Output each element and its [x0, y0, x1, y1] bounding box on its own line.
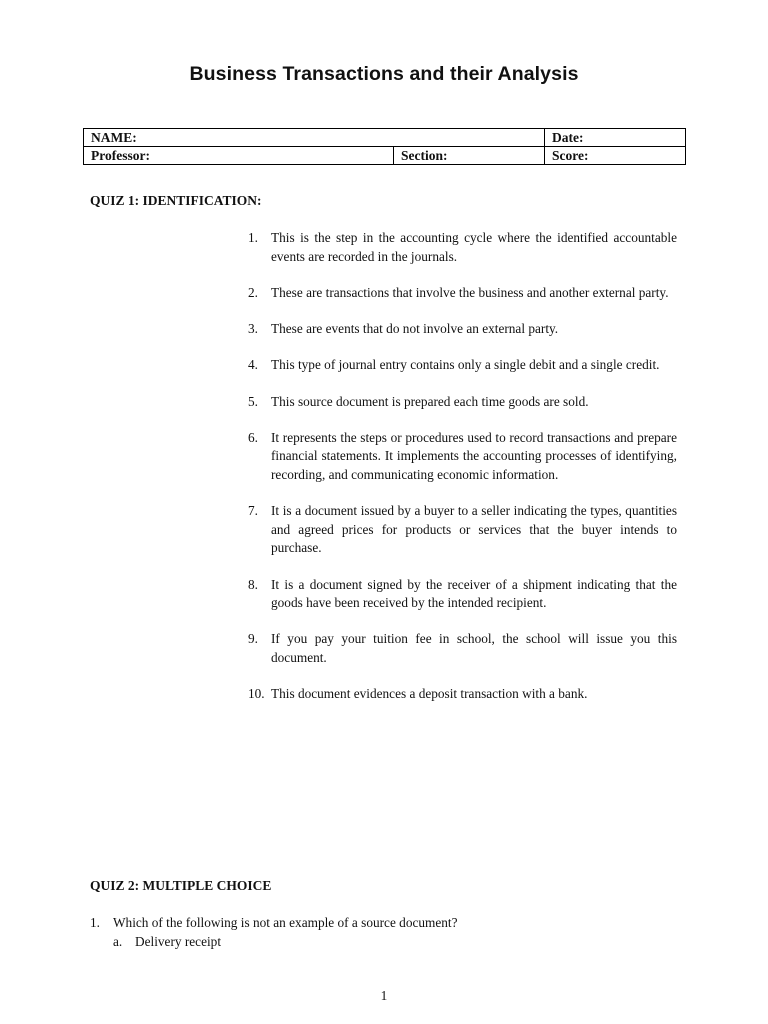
quiz1-heading: QUIZ 1: IDENTIFICATION:: [90, 193, 262, 208]
question-number: 1.: [90, 915, 100, 930]
student-info-table: [83, 128, 686, 165]
list-item: [244, 429, 677, 485]
professor-field[interactable]: [84, 147, 394, 165]
item-number: 4.: [248, 357, 258, 373]
professor-label: Professor:: [91, 148, 150, 163]
name-label: NAME:: [91, 130, 137, 145]
item-text: This source document is prepared each time goods are sold.: [271, 393, 589, 409]
item-text: It is a document signed by the receiver of a shipment indicating that the goods have been received by the intended recipient.: [271, 576, 677, 611]
item-text: If you pay your tuition fee in school, the school will issue you this document.: [271, 631, 677, 665]
item-number: 2.: [248, 284, 258, 300]
item-number: 6.: [248, 429, 258, 445]
list-item: [244, 630, 677, 667]
name-field[interactable]: [84, 129, 545, 147]
page-number: 1: [380, 988, 388, 1003]
list-item: [244, 320, 677, 339]
date-label: Date:: [552, 130, 584, 145]
list-item: [244, 284, 677, 303]
item-text: It represents the steps or procedures used to record transactions and prepare financial statements. It implements the accounting processes of identifying, recording, and communicating economic information.: [271, 429, 677, 482]
item-number: 5.: [248, 393, 258, 409]
list-item: [244, 685, 677, 704]
question-text: Which of the following is not an example of a source document?: [113, 915, 458, 930]
item-number: 10.: [248, 686, 265, 702]
item-text: These are events that do not involve an external party.: [271, 321, 559, 337]
item-number: 1.: [248, 230, 258, 245]
item-text: It is a document issued by a buyer to a seller indicating the types, quantities and agreed prices for products or services that the buyer intends to purchase.: [271, 503, 677, 556]
section-field[interactable]: [394, 147, 545, 165]
item-text: These are transactions that involve the business and another external party.: [271, 284, 669, 300]
option-text: Delivery receipt: [135, 934, 222, 949]
option-letter: a.: [113, 934, 123, 949]
document-title: Business Transactions and their Analysis: [189, 63, 579, 85]
item-number: 3.: [248, 321, 258, 337]
list-item: [244, 502, 677, 558]
item-text: This type of journal entry contains only a single debit and a single credit.: [271, 357, 660, 373]
item-number: 9.: [248, 631, 258, 647]
date-field[interactable]: [545, 129, 686, 147]
item-number: 8.: [248, 576, 258, 592]
identification-list: [244, 229, 677, 721]
section-label: Section:: [401, 148, 448, 163]
item-number: 7.: [248, 503, 258, 519]
quiz2-heading: QUIZ 2: MULTIPLE CHOICE: [90, 878, 272, 893]
item-text: This document evidences a deposit transaction with a bank.: [271, 686, 588, 702]
list-item: [244, 576, 677, 613]
score-field[interactable]: [545, 147, 686, 165]
list-item: [244, 393, 677, 412]
list-item: [244, 356, 677, 375]
list-item: [244, 229, 677, 266]
score-label: Score:: [552, 148, 589, 163]
item-text: This is the step in the accounting cycle where the identified accountable events are recorded in the journals.: [271, 230, 677, 264]
